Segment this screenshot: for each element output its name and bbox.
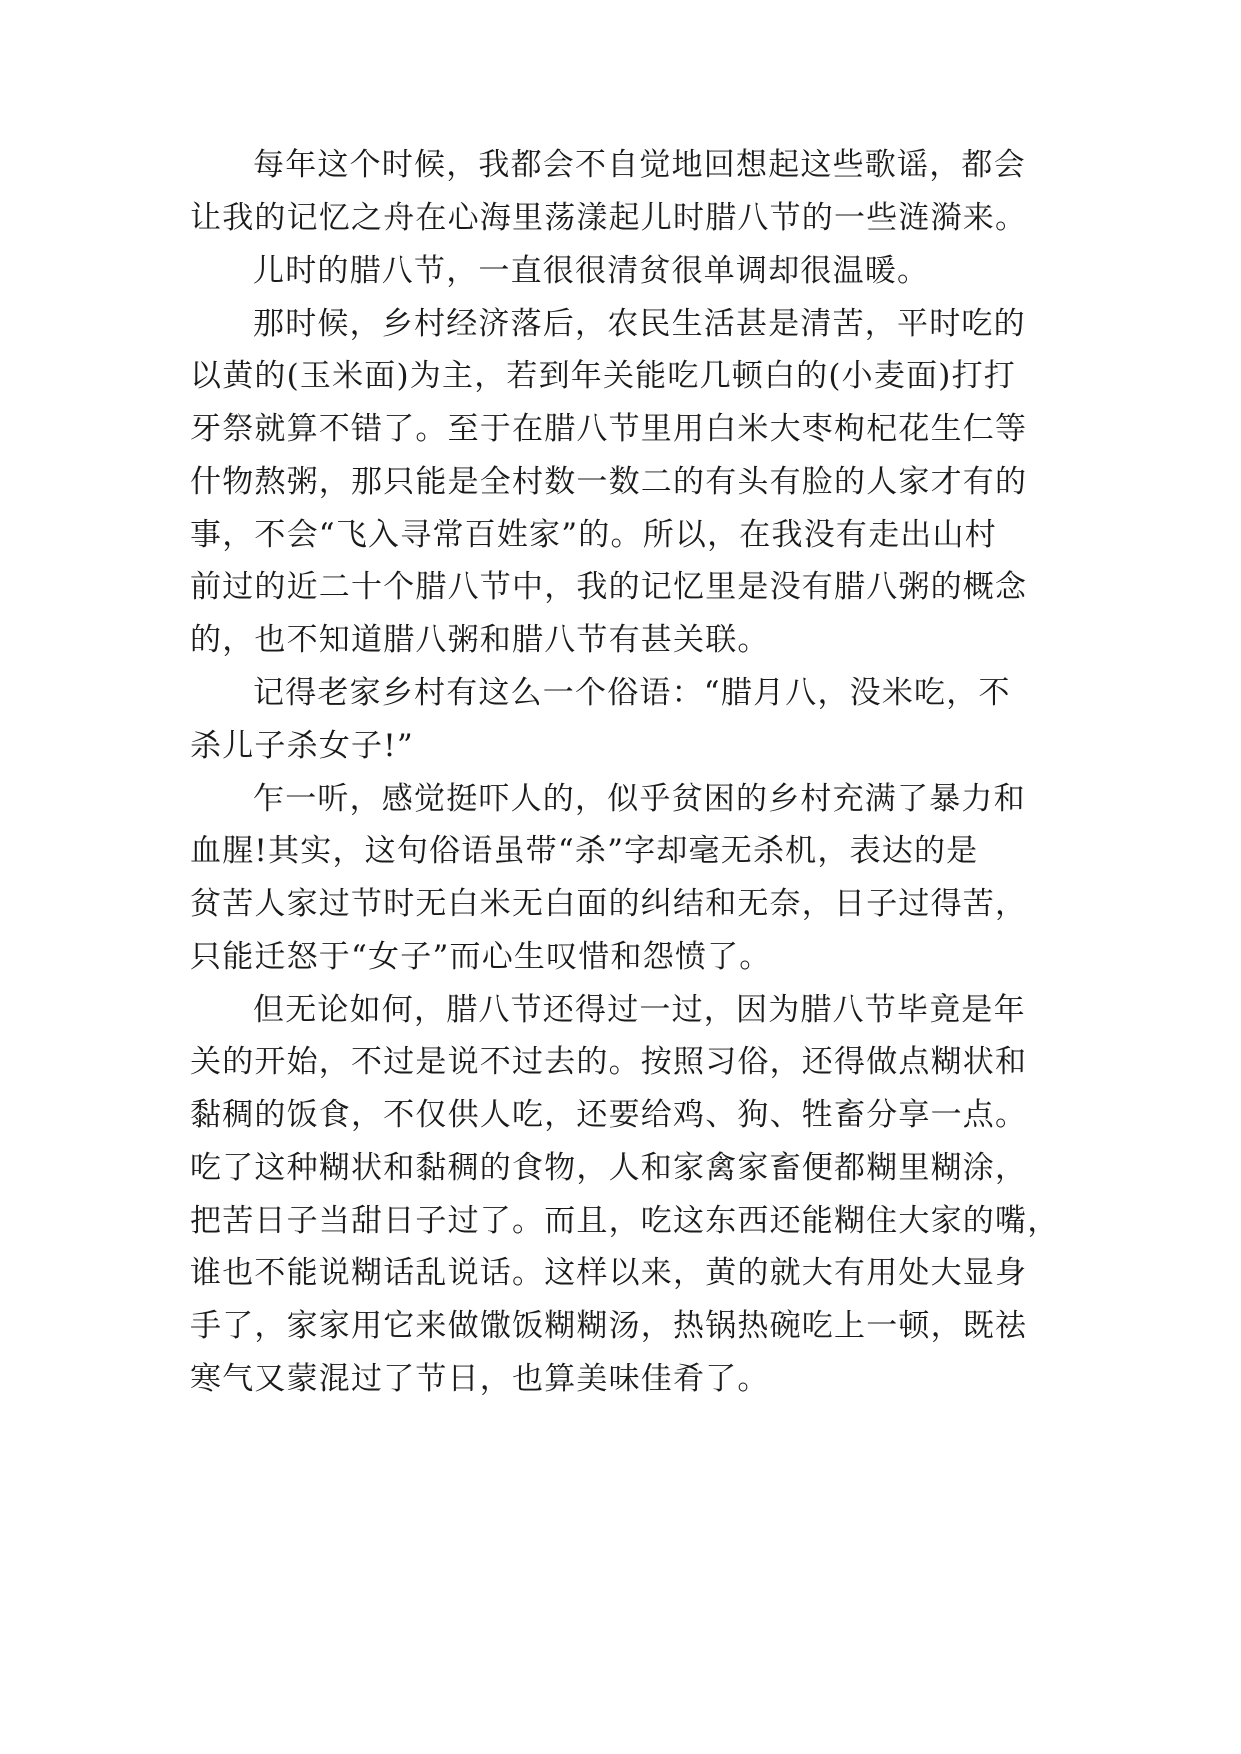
text-line: 每年这个时候，我都会不自觉地回想起这些歌谣，都会 [253,147,1026,183]
text-line: 那时候，乡村经济落后，农民生活甚是清苦，平时吃的 [253,306,1026,342]
text-line: 血腥!其实，这句俗语虽带“杀”字却毫无杀机，表达的是 [190,833,979,869]
text-line: 吃了这种糊状和黏稠的食物，人和家禽家畜便都糊里糊涂， [190,1150,1028,1186]
text-line: 记得老家乡村有这么一个俗语：“腊月八，没米吃，不 [253,675,1011,711]
text-line: 什物熬粥，那只能是全村数一数二的有头有脸的人家才有的 [190,464,1028,500]
text-line: 以黄的(玉米面)为主，若到年关能吃几顿白的(小麦面)打打 [190,358,1016,394]
text-line: 牙祭就算不错了。至于在腊八节里用白米大枣枸杞花生仁等 [190,411,1028,447]
text-line: 的，也不知道腊八粥和腊八节有甚关联。 [190,622,770,658]
text-line: 但无论如何，腊八节还得过一过，因为腊八节毕竟是年 [253,992,1026,1028]
text-line: 手了，家家用它来做馓饭糊糊汤，热锅热碗吃上一顿，既祛 [190,1308,1028,1344]
text-line: 杀儿子杀女子!” [190,728,414,764]
text-line: 把苦日子当甜日子过了。而且，吃这东西还能糊住大家的嘴， [190,1203,1060,1239]
text-line: 儿时的腊八节，一直很很清贫很单调却很温暖。 [253,253,930,289]
text-line: 让我的记忆之舟在心海里荡漾起儿时腊八节的一些涟漪来。 [190,200,1028,236]
text-line: 寒气又蒙混过了节日，也算美味佳肴了。 [190,1361,770,1397]
text-line: 黏稠的饭食，不仅供人吃，还要给鸡、狗、牲畜分享一点。 [190,1097,1028,1133]
text-line: 前过的近二十个腊八节中，我的记忆里是没有腊八粥的概念 [190,569,1028,605]
text-line: 关的开始，不过是说不过去的。按照习俗，还得做点糊状和 [190,1044,1028,1080]
text-line: 谁也不能说糊话乱说话。这样以来，黄的就大有用处大显身 [190,1255,1028,1291]
text-line: 贫苦人家过节时无白米无白面的纠结和无奈，日子过得苦， [190,886,1028,922]
text-line: 事，不会“飞入寻常百姓家”的。所以，在我没有走出山村 [190,517,997,553]
text-line: 乍一听，感觉挺吓人的，似乎贫困的乡村充满了暴力和 [253,781,1026,817]
text-line: 只能迁怒于“女子”而心生叹惜和怨愤了。 [190,939,772,975]
